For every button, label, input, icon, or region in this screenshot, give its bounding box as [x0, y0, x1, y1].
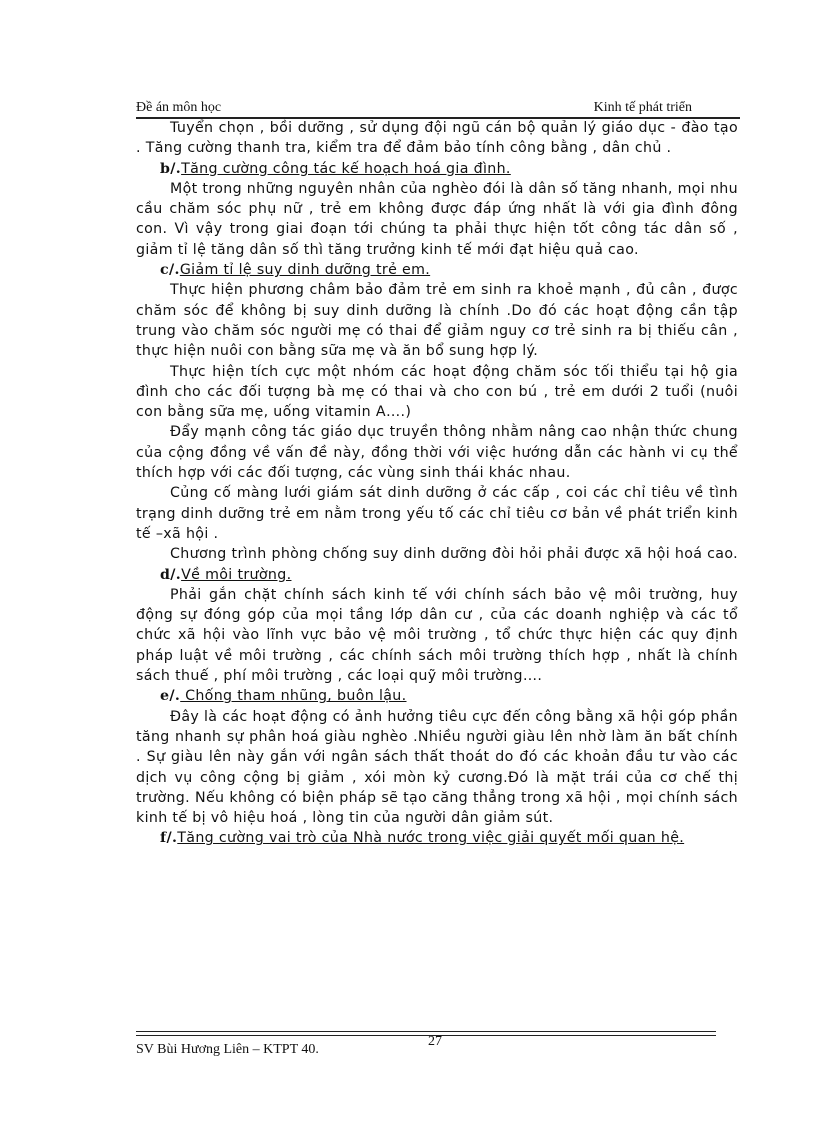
paragraph: Một trong những nguyên nhân của nghèo đói là dân số tăng nhanh, mọi nhu cầu chăm sóc phụ nữ , trẻ em không được đáp ứng nhất là với gia đình đông con. Vì vậy trong giai đoạn tới chúng ta phải thực hiện tốt công tác dân số , giảm tỉ lệ tăng dân số thì tăng trưởng kinh tế mới đạt hiệu quả cao. [136, 180, 738, 258]
heading-title: Tăng cường vai trò của Nhà nước trong việc giải quyết mối quan hệ. [177, 830, 685, 847]
paragraph: Thực hiện phương châm bảo đảm trẻ em sinh ra khoẻ mạnh , đủ cân , được chăm sóc để không bị suy dinh dưỡng là chính .Do đó các hoạt động cần tập trung vào chăm sóc người mẹ có thai để giảm nguy cơ trẻ sinh ra bị thiếu cân , thực hiện nuôi con bằng sữa mẹ và ăn bổ sung hợp lý. [136, 282, 738, 360]
section-heading-c [136, 260, 738, 280]
heading-marker: f/. [160, 830, 178, 847]
paragraph: Thực hiện tích cực một nhóm các hoạt động chăm sóc tối thiểu tại hộ gia đình cho các đối tượng bà mẹ có thai và cho con bú , trẻ em dưới 2 tuổi (nuôi con bằng sữa mẹ, uống vitamin A….) [136, 363, 738, 421]
page-header [136, 100, 740, 118]
paragraph: Chương trình phòng chống suy dinh dưỡng đòi hỏi phải được xã hội hoá cao. [170, 546, 738, 563]
paragraph: Phải gắn chặt chính sách kinh tế với chính sách bảo vệ môi trường, huy động sự đóng góp của mọi tầng lớp dân cư , của các doanh nghiệp và các tổ chức xã hội vào lĩnh vực bảo vệ môi trường , tổ chức thực hiện các quy định pháp luật về môi trường , các chính sách môi trường thích hợp , nhất là chính sách thuế , phí môi trường , các loại quỹ môi trường…. [136, 586, 738, 685]
paragraph: Đẩy mạnh công tác giáo dục truyền thông nhằm nâng cao nhận thức chung của cộng đồng về vấn đề này, đồng thời với việc hướng dẫn các hành vi cụ thể thích hợp với các đối tượng, các vùng sinh thái khác nhau. [136, 424, 738, 482]
heading-marker: c/. [160, 262, 180, 279]
footer-rule [136, 1031, 716, 1036]
page-number: 27 [428, 1034, 442, 1049]
heading-title: Về môi trường. [181, 566, 292, 583]
heading-title: Chống tham nhũng, buôn lậu. [180, 688, 407, 705]
paragraph: Tuyển chọn , bồi dưỡng , sử dụng đội ngũ cán bộ quản lý giáo dục - đào tạo . Tăng cường thanh tra, kiểm tra để đảm bảo tính công bằng , dân chủ . [136, 120, 738, 157]
header-subject: Kinh tế phát triển [593, 100, 692, 115]
heading-marker: e/. [160, 688, 181, 705]
heading-title: Giảm tỉ lệ suy dinh dưỡng trẻ em. [179, 262, 431, 279]
heading-marker: d/. [160, 566, 182, 583]
section-heading-d [136, 565, 738, 585]
footer-author: SV Bùi Hương Liên – KTPT 40. [136, 1042, 319, 1057]
paragraph: Đây là các hoạt động có ảnh hưởng tiêu cực đến công bằng xã hội góp phần tăng nhanh sự phân hoá giàu nghèo .Nhiều người giàu lên nhờ làm ăn bất chính . Sự giàu lên này gắn với ngân sách thất thoát do đó các khoản đầu tư vào các dịch vụ công cộng bị giảm , xói mòn kỷ cương.Đó là mặt trái của cơ chế thị trường. Nếu không có biện pháp sẽ tạo căng thẳng trong xã hội , mọi chính sách kinh tế bị vô hiệu hoá , lòng tin của người dân giảm sút. [136, 708, 738, 827]
section-heading-f [136, 828, 738, 848]
document-body [136, 118, 738, 849]
header-course: Đề án môn học [136, 100, 222, 115]
paragraph: Củng cố màng lưới giám sát dinh dưỡng ở các cấp , coi các chỉ tiêu về tình trạng dinh dưỡng trẻ em nằm trong yếu tố các chỉ tiêu cơ bản về phát triển kinh tế –xã hội . [136, 485, 738, 542]
heading-marker: b/. [160, 160, 182, 177]
section-heading-b [136, 159, 738, 179]
section-heading-e [136, 686, 738, 706]
heading-title: Tăng cường công tác kế hoạch hoá gia đình. [181, 160, 511, 177]
